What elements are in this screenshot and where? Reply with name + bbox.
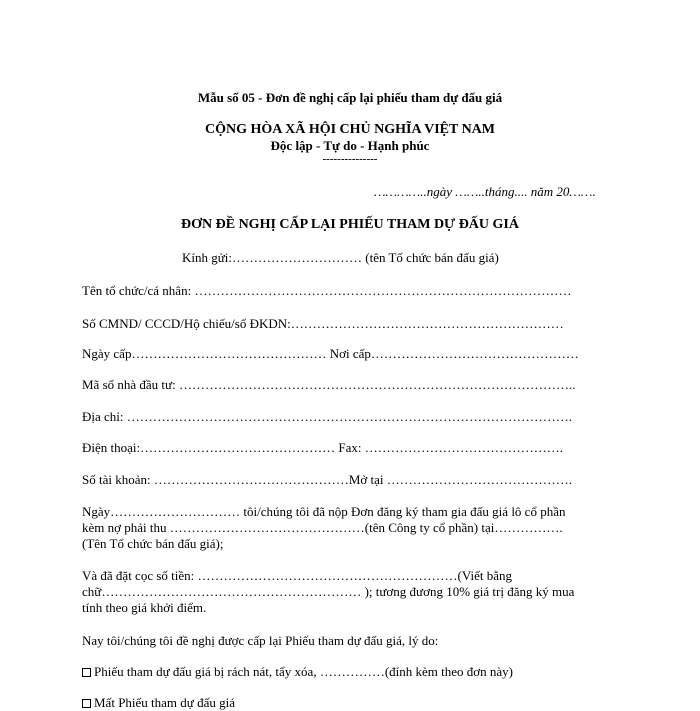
request-line: Nay tôi/chúng tôi đề nghị được cấp lại Phiếu tham dự đấu giá, lý do:: [82, 633, 439, 648]
deposit-line-2: chữ…………………………………………………… ); tương đương 10% giá trị đăng ký mua: [82, 584, 575, 599]
field-phone-fax: Điện thoại:……………………………………… Fax: ……………………………………….: [82, 440, 563, 455]
registration-line-2: kèm nợ phải thu ………………………………………(tên Công ty cổ phần) tại…………….: [82, 520, 563, 535]
deposit-line-3: tính theo giá khởi điểm.: [82, 600, 207, 615]
field-id-number: Số CMND/ CCCD/Hộ chiếu/số ĐKDN:………………………………………………………: [82, 316, 564, 331]
checkbox-damaged[interactable]: [82, 668, 91, 677]
field-address: Địa chỉ: ………………………………………………………………………………………….: [82, 409, 573, 424]
motto-divider: ---------------: [322, 153, 378, 165]
registration-line-1: Ngày………………………… tôi/chúng tôi đã nộp Đơn đăng ký tham gia đấu giá lô cổ phần: [82, 504, 566, 519]
national-title: CỘNG HÒA XÃ HỘI CHỦ NGHĨA VIỆT NAM: [204, 122, 495, 137]
checkbox-lost[interactable]: [82, 699, 91, 708]
reason-damaged-label: Phiếu tham dự đấu giá bị rách nát, tẩy xóa, ……………(đính kèm theo đơn này): [94, 664, 513, 679]
field-bank-account: Số tài khoản: ………………………………………Mở tại …………………………………….: [82, 472, 573, 487]
national-motto: Độc lập - Tự do - Hạnh phúc: [270, 138, 430, 153]
field-applicant-name: Tên tổ chức/cá nhân: ……………………………………………………………………………: [82, 283, 572, 298]
field-issue-date-place: Ngày cấp……………………………………… Nơi cấp…………………………………………: [82, 346, 579, 361]
reason-damaged: [82, 664, 513, 680]
deposit-line-1: Và đã đặt cọc số tiền: ……………………………………………………(Viết bằng: [82, 568, 512, 583]
date-line: …………..ngày ……..tháng.... năm 20…….: [374, 184, 596, 199]
field-investor-code: Mã số nhà đầu tư: ………………………………………………………………………………..: [82, 377, 576, 392]
registration-line-3: (Tên Tổ chức bán đấu giá);: [82, 536, 224, 551]
recipient-line: Kính gửi:………………………… (tên Tổ chức bán đấu giá): [182, 250, 499, 265]
reason-lost: [82, 695, 235, 711]
form-number-title: Mẫu số 05 - Đơn đề nghị cấp lại phiếu tham dự đấu giá: [197, 90, 503, 105]
document-title: ĐƠN ĐỀ NGHỊ CẤP LẠI PHIẾU THAM DỰ ĐẤU GIÁ: [181, 217, 519, 232]
reason-lost-label: Mất Phiếu tham dự đấu giá: [94, 695, 235, 710]
